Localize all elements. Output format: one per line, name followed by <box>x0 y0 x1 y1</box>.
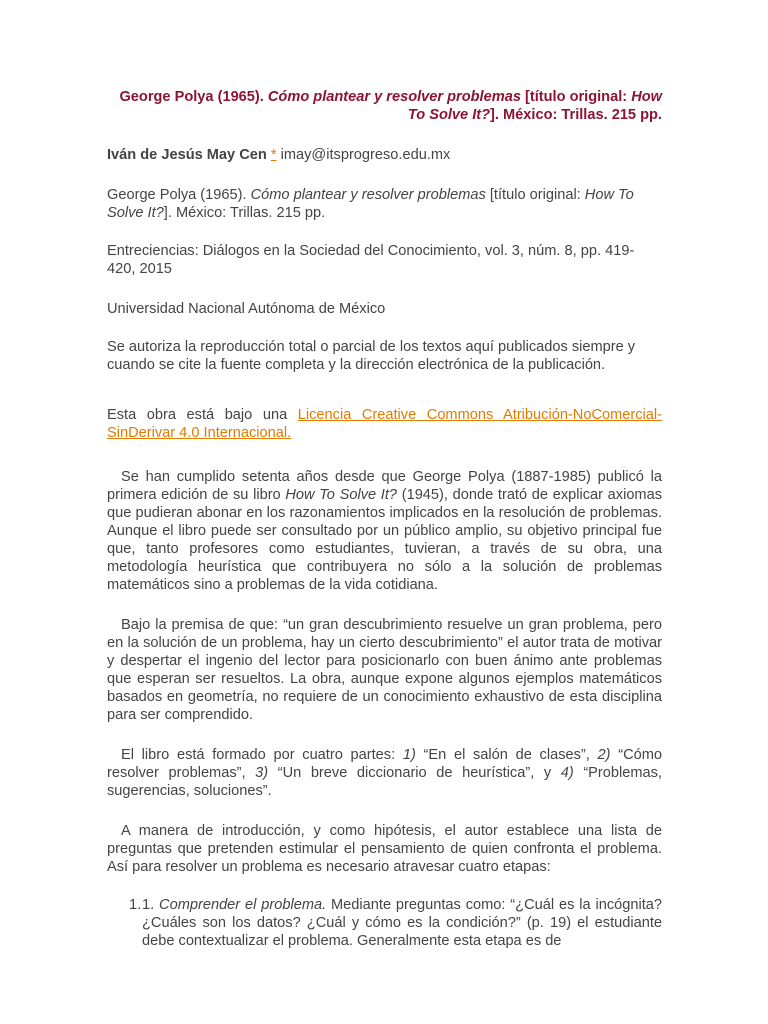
title-book-name: Cómo plantear y resolver problemas <box>267 89 521 105</box>
title-mid: [título original: <box>520 89 632 105</box>
university: Universidad Nacional Autónoma de México <box>107 301 386 317</box>
citation-suffix: ]. México: Trillas. 215 pp. <box>163 205 326 221</box>
license-link[interactable]: Licencia Creative Commons Atribución-NoComercial-SinDerivar 4.0 Internacional. <box>107 407 662 441</box>
paragraph-1-text-b: (1945), donde trató de explicar axiomas que pudieran abonar en los razonamientos implicados en la resolución de problemas. Aunque el libro puede ser consultado por un público amplio, su objetivo principal fue que, tanto profesores como estudiantes, tuvieran, a través de su obra, una metodología heurística que contribuyera no sólo a la solución de problemas matemáticos sino a problemas de la vida cotidiana. <box>107 487 663 593</box>
citation-book-name: Cómo plantear y resolver problemas <box>250 187 486 203</box>
document-title <box>107 88 662 124</box>
author-email: imay@itsprogreso.edu.mx <box>276 147 451 163</box>
citation-original-name: How To Solve It? <box>107 187 634 221</box>
stages-list <box>107 896 662 950</box>
part-number-4: 4) <box>560 765 574 781</box>
paragraph-2: Bajo la premisa de que: “un gran descubrimiento resuelve un gran problema, pero en la solución de un problema, hay un cierto descubrimiento” el autor trata de motivar y despertar el ingenio del lector para posicionarlo con buen ánimo ante problemas que esperan ser resueltos. La obra, aunque expone algunos ejemplos matemáticos basados en geometría, no requiere de un conocimiento exhaustivo de esta disciplina para ser comprendido. <box>107 617 662 723</box>
list-item-heading: Comprender el problema. <box>159 897 327 913</box>
part-number-2: 2) <box>597 747 611 763</box>
list-marker: 1. <box>129 897 142 913</box>
license-notice <box>107 406 662 442</box>
part-number-3: 3) <box>255 765 269 781</box>
citation <box>107 186 662 222</box>
rights-notice: Se autoriza la reproducción total o parcial de los textos aquí publicados siempre y cuando se cite la fuente completa y la dirección electrónica de la publicación. <box>107 339 636 373</box>
author-line <box>107 146 662 164</box>
part-name-2: “Cómo resolver problemas”, <box>107 747 663 781</box>
list-item <box>107 896 662 950</box>
journal-reference: Entreciencias: Diálogos en la Sociedad del Conocimiento, vol. 3, núm. 8, pp. 419-420, 2015 <box>107 243 635 277</box>
citation-prefix: George Polya (1965). <box>107 187 251 203</box>
author-name: Iván de Jesús May Cen <box>107 147 267 163</box>
list-item-text: Mediante preguntas como: “¿Cuál es la incógnita? ¿Cuáles son los datos? ¿Cuál y cómo es la condición?” (p. 19) el estudiante debe contextualizar el problema. Generalmente esta etapa es de <box>142 897 662 949</box>
title-suffix: ]. México: Trillas. 215 pp. <box>490 107 662 123</box>
author-footnote-link[interactable]: * <box>270 147 277 163</box>
part-name-4: “Problemas, sugerencias, soluciones”. <box>107 765 662 799</box>
part-number-1: 1) <box>402 747 416 763</box>
document-page <box>107 88 662 950</box>
license-prefix: Esta obra está bajo una <box>107 407 298 423</box>
paragraph-1 <box>107 468 662 594</box>
paragraph-4: A manera de introducción, y como hipótesis, el autor establece una lista de preguntas que pretenden estimular el pensamiento de quien confronta el problema. Así para resolver un problema es necesario atravesar cuatro etapas: <box>107 823 662 875</box>
paragraph-3 <box>107 746 662 800</box>
part-name-1: “En el salón de clases”, <box>415 747 598 763</box>
title-prefix: George Polya (1965). <box>119 89 268 105</box>
paragraph-1-text-a: Se han cumplido setenta años desde que George Polya (1887-1985) publicó la primera edición de su libro <box>107 469 662 503</box>
paragraph-3-text-a: El libro está formado por cuatro partes: <box>121 747 403 763</box>
title-original-name: How To Solve It? <box>407 89 662 123</box>
citation-mid: [título original: <box>485 187 585 203</box>
part-name-3: “Un breve diccionario de heurística”, y <box>268 765 561 781</box>
paragraph-1-book-name: How To Solve It? <box>285 487 398 503</box>
list-item-number: 1. <box>142 897 160 913</box>
